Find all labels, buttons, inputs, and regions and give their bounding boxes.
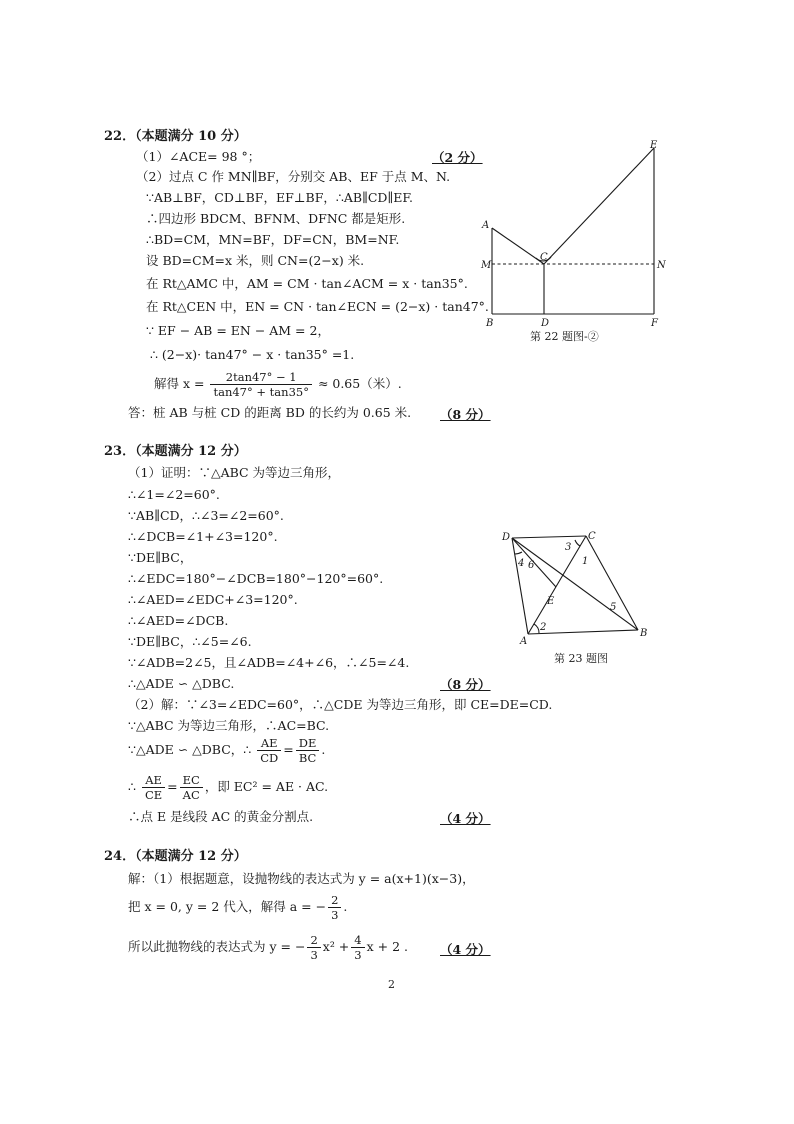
q23-ratio-AE-CD-den: CD <box>260 751 279 765</box>
q22-score-2: （8 分） <box>440 407 491 422</box>
q24-substitute-end: . <box>343 899 348 914</box>
q23-ratio2-end: ，即 EC² = AE · AC. <box>204 779 329 794</box>
q23-label-A: A <box>520 636 528 646</box>
q24-coef-2 <box>351 933 364 962</box>
q23-ratio-EC-AC-den: AC <box>182 788 200 802</box>
q23-line-14 <box>128 733 325 767</box>
q24-header: 24．（本题满分 12 分） <box>104 849 247 864</box>
q22-line-3: ∵AB⊥BF，CD⊥BF，EF⊥BF，∴AB∥CD∥EF. <box>146 190 414 205</box>
q23-line-7: ∴∠AED=∠EDC+∠3=120°. <box>128 592 298 607</box>
q22-label-D: D <box>541 318 550 329</box>
q22-solve-denominator: tan47° + tan35° <box>213 385 309 399</box>
q23-ratio-eq: = <box>283 742 294 757</box>
q22-line-5: ∴BD=CM，MN=BF，DF=CN，BM=NF. <box>146 232 400 247</box>
q23-ratio2-eq: = <box>167 779 178 794</box>
q23-ratio-EC-AC <box>180 773 203 802</box>
q23-line-11: ∴△ADE ∽ △DBC. <box>128 676 235 691</box>
q24-coef-1-num: 2 <box>307 933 320 948</box>
q23-seg-DC <box>512 536 586 538</box>
q24-score-1: （4 分） <box>440 942 491 957</box>
q22-line-7: 在 Rt△AMC 中，AM = CM · tan∠ACM = x · tan35°. <box>146 276 468 291</box>
q22-line-9: ∵ EF − AB = EN − AM = 2， <box>146 323 330 338</box>
q23-line-2: ∴∠1=∠2=60°. <box>128 487 220 502</box>
q23-angle-4: 4 <box>518 558 525 569</box>
q23-line-8: ∴∠AED=∠DCB. <box>128 613 229 628</box>
q24-a-fraction <box>328 893 341 922</box>
q23-ratio-end: . <box>321 742 326 757</box>
q23-line-1: （1）证明：∵△ABC 为等边三角形， <box>128 465 341 480</box>
q22-label-M: M <box>481 260 492 271</box>
q22-label-F: F <box>651 318 658 329</box>
q24-a-denominator: 3 <box>331 908 339 922</box>
q23-ratio-AE-CE-den: CE <box>144 788 163 802</box>
q22-header: 22．（本题满分 10 分） <box>104 129 247 144</box>
q22-line-1: （1）∠ACE= 98 °； <box>136 149 261 164</box>
q24-expression-end: x + 2 . <box>366 939 408 954</box>
q24-a-numerator: 2 <box>328 893 341 908</box>
q23-seg-DB <box>512 538 638 630</box>
q23-label-C: C <box>588 531 596 542</box>
q23-angle-2: 2 <box>540 622 547 633</box>
q24-coef-2-den: 3 <box>354 948 362 962</box>
q23-line-15 <box>128 770 328 804</box>
q23-figure <box>498 526 658 646</box>
q22-label-A: A <box>482 220 490 231</box>
q22-line-2: （2）过点 C 作 MN∥BF，分别交 AB、EF 于点 M、N. <box>136 169 451 184</box>
q23-line-5: ∵DE∥BC， <box>128 550 193 565</box>
q23-therefore: ∴ <box>128 779 136 794</box>
q23-line-6: ∴∠EDC=180°−∠DCB=180°−120°=60°. <box>128 571 384 586</box>
q22-solve-fraction <box>210 370 311 399</box>
q23-header: 23．（本题满分 12 分） <box>104 444 247 459</box>
q23-line-4: ∴∠DCB=∠1+∠3=120°. <box>128 529 278 544</box>
q24-coef-2-num: 4 <box>351 933 364 948</box>
q23-label-E: E <box>547 596 555 607</box>
q22-label-C: C <box>540 252 548 263</box>
q22-solve-label: 解得 x = <box>154 376 205 391</box>
q23-line-3: ∵AB∥CD，∴∠3=∠2=60°. <box>128 508 284 523</box>
q23-ratio-AE-CD <box>257 736 281 765</box>
q22-line-4: ∴四边形 BDCM、BFNM、DFNC 都是矩形. <box>146 211 406 226</box>
q22-line-6: 设 BD=CM=x 米，则 CN=(2−x) 米. <box>146 253 365 268</box>
q22-seg-CE <box>544 148 654 264</box>
q24-expression-mid: x² + <box>322 939 350 954</box>
q23-angle-2-arc <box>534 624 539 633</box>
q23-line-9: ∵DE∥BC，∴∠5=∠6. <box>128 634 252 649</box>
q23-label-D: D <box>502 532 511 543</box>
q24-coef-1-den: 3 <box>310 948 318 962</box>
q23-angle-1: 1 <box>582 556 589 567</box>
q24-substitute-text: 把 x = 0, y = 2 代入，解得 a = − <box>128 899 327 914</box>
q23-label-B: B <box>640 628 648 639</box>
q22-line-10: ∴ (2−x)· tan47° − x · tan35° =1. <box>150 347 355 362</box>
q23-angle-4-arc <box>515 552 522 554</box>
q22-label-B: B <box>486 318 494 329</box>
q23-angle-6: 6 <box>528 560 535 571</box>
q24-line-3 <box>128 930 408 964</box>
q23-ratio-DE-BC-num: DE <box>296 736 320 751</box>
q23-ratio-AE-CE-num: AE <box>142 773 165 788</box>
q24-line-2 <box>128 890 347 924</box>
q23-line-10: ∵∠ADB=2∠5，且∠ADB=∠4+∠6，∴∠5=∠4. <box>128 655 410 670</box>
q22-solve-result: ≈ 0.65（米）. <box>317 376 402 391</box>
q24-expression-text: 所以此抛物线的表达式为 y = − <box>128 939 306 954</box>
q22-line-11 <box>154 368 402 400</box>
q23-figure-caption: 第 23 题图 <box>554 652 608 665</box>
q23-line-12: （2）解：∵∠3=∠EDC=60°，∴△CDE 为等边三角形，即 CE=DE=CD. <box>128 697 553 712</box>
q23-ratio-DE-BC <box>296 736 320 765</box>
q23-line-13: ∵△ABC 为等边三角形，∴AC=BC. <box>128 718 330 733</box>
q23-similar-label: ∵△ADE ∽ △DBC，∴ <box>128 742 252 757</box>
q23-angle-3: 3 <box>565 542 572 553</box>
q22-score-1: （2 分） <box>432 150 483 165</box>
q22-line-8: 在 Rt△CEN 中，EN = CN · tan∠ECN = (2−x) · tan47°. <box>146 299 489 314</box>
q22-solve-numerator: 2tan47° − 1 <box>210 370 311 385</box>
q22-label-E: E <box>650 140 658 151</box>
q23-score-1: （8 分） <box>440 677 491 692</box>
q22-figure-caption: 第 22 题图-② <box>530 330 599 343</box>
q23-angle-3-arc <box>575 540 580 546</box>
q23-line-16: ∴点 E 是线段 AC 的黄金分割点. <box>128 809 314 824</box>
q23-angle-5: 5 <box>610 602 617 613</box>
q22-label-N: N <box>657 260 666 271</box>
page-number: 2 <box>388 978 395 991</box>
q24-coef-1 <box>307 933 320 962</box>
q23-score-2: （4 分） <box>440 811 491 826</box>
q22-answer: 答：桩 AB 与桩 CD 的距离 BD 的长约为 0.65 米. <box>128 405 412 420</box>
q24-line-1: 解：（1）根据题意，设抛物线的表达式为 y = a(x+1)(x−3)， <box>128 871 475 886</box>
q23-ratio-DE-BC-den: BC <box>298 751 317 765</box>
q23-ratio-AE-CD-num: AE <box>257 736 281 751</box>
q22-figure <box>476 136 676 346</box>
q23-ratio-AE-CE <box>142 773 165 802</box>
q23-ratio-EC-AC-num: EC <box>180 773 203 788</box>
q23-seg-CB <box>586 536 638 630</box>
